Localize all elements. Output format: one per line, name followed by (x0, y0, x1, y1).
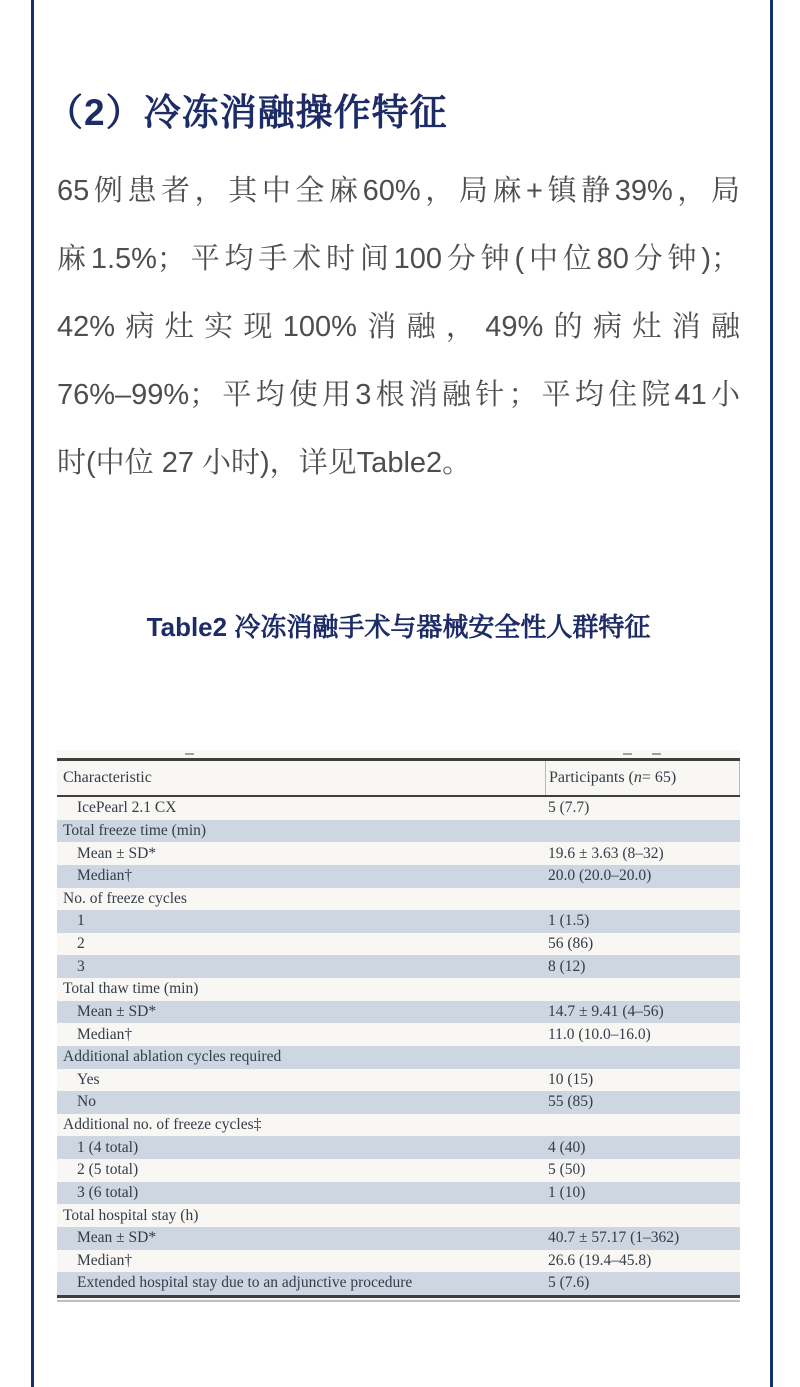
row-value: 1 (10) (548, 1183, 586, 1201)
table-title: Table2 冷冻消融手术与器械安全性人群特征 (146, 612, 651, 642)
row-value: 5 (7.6) (548, 1274, 590, 1292)
table-row (57, 978, 740, 1001)
scan-artifact (623, 753, 632, 755)
table-bottom-rule (57, 1295, 740, 1302)
paragraph-line: 42%病灶实现100%消融，49%的病灶消融 (57, 311, 740, 343)
row-value: 40.7 ± 57.17 (1–362) (548, 1229, 680, 1247)
paragraph-line: 时(中位 27 小时)，详见Table2。 (57, 447, 472, 479)
table-row (57, 1023, 740, 1046)
table-row (57, 865, 740, 888)
table-row (57, 797, 740, 820)
table-row (57, 955, 740, 978)
row-label: Extended hospital stay due to an adjunctive procedure (77, 1274, 413, 1292)
header-participants (545, 761, 740, 795)
row-value: 5 (7.7) (548, 799, 590, 817)
row-label: Yes (77, 1070, 100, 1088)
table-row (57, 1046, 740, 1069)
table-row (57, 933, 740, 956)
row-value: 5 (50) (548, 1161, 586, 1179)
row-value: 11.0 (10.0–16.0) (548, 1025, 651, 1043)
table-row (57, 1272, 740, 1295)
row-value: 26.6 (19.4–45.8) (548, 1251, 652, 1269)
table-row (57, 1001, 740, 1024)
row-label: 3 (6 total) (77, 1183, 139, 1201)
header-participants-n: n (633, 769, 642, 786)
row-label: Mean ± SD* (77, 1002, 157, 1020)
row-label: No. of freeze cycles (63, 889, 187, 907)
table-row (57, 1250, 740, 1273)
table-header-row (57, 761, 740, 797)
row-label: Total hospital stay (h) (63, 1206, 199, 1224)
row-label: 2 (77, 935, 85, 953)
row-value: 55 (85) (548, 1093, 594, 1111)
table-row (57, 1182, 740, 1205)
table-row (57, 1091, 740, 1114)
row-label: Total thaw time (min) (63, 980, 199, 998)
row-label: 2 (5 total) (77, 1161, 139, 1179)
row-label: IcePearl 2.1 CX (77, 799, 177, 817)
header-characteristic: Characteristic (63, 769, 152, 786)
header-participants-pre: Participants ( (549, 769, 634, 786)
section-heading: （2）冷冻消融操作特征 (46, 92, 448, 133)
row-label: 1 (4 total) (77, 1138, 139, 1156)
row-value: 14.7 ± 9.41 (4–56) (548, 1002, 664, 1020)
row-label: Mean ± SD* (77, 844, 157, 862)
paragraph-line: 麻1.5%；平均手术时间100分钟(中位80分钟)； (57, 243, 740, 275)
row-label: Median† (77, 1251, 133, 1269)
page-left-border (31, 0, 34, 1387)
row-label: Median† (77, 867, 133, 885)
row-value: 4 (40) (548, 1138, 586, 1156)
row-value: 8 (12) (548, 957, 586, 975)
table-row (57, 1069, 740, 1092)
paragraph-line: 76%–99%；平均使用3根消融针；平均住院41小 (57, 379, 740, 411)
data-table (57, 750, 740, 1302)
table-row (57, 1227, 740, 1250)
table-row (57, 842, 740, 865)
table-row (57, 1114, 740, 1137)
row-label: Additional no. of freeze cycles‡ (63, 1116, 262, 1134)
header-participants-post: = 65) (641, 769, 677, 786)
table-row (57, 820, 740, 843)
row-label: Median† (77, 1025, 133, 1043)
row-label: Mean ± SD* (77, 1229, 157, 1247)
page-right-border (770, 0, 773, 1387)
row-label: Total freeze time (min) (63, 821, 207, 839)
table-row (57, 1159, 740, 1182)
table-body (57, 797, 740, 1295)
table-row (57, 888, 740, 911)
row-label: 1 (77, 912, 85, 930)
table-row (57, 910, 740, 933)
scan-artifact (652, 753, 661, 755)
row-label: No (77, 1093, 96, 1111)
row-value: 20.0 (20.0–20.0) (548, 867, 652, 885)
scan-artifact (185, 753, 194, 755)
row-label: Additional ablation cycles required (63, 1048, 282, 1066)
table-row (57, 1204, 740, 1227)
table-row (57, 1136, 740, 1159)
row-value: 10 (15) (548, 1070, 594, 1088)
row-value: 1 (1.5) (548, 912, 590, 930)
row-label: 3 (77, 957, 85, 975)
row-value: 56 (86) (548, 935, 594, 953)
scan-crop-strip (57, 750, 740, 758)
paragraph-line: 65例患者，其中全麻60%，局麻+镇静39%，局 (57, 175, 740, 207)
body-paragraph (57, 157, 740, 497)
row-value: 19.6 ± 3.63 (8–32) (548, 844, 664, 862)
